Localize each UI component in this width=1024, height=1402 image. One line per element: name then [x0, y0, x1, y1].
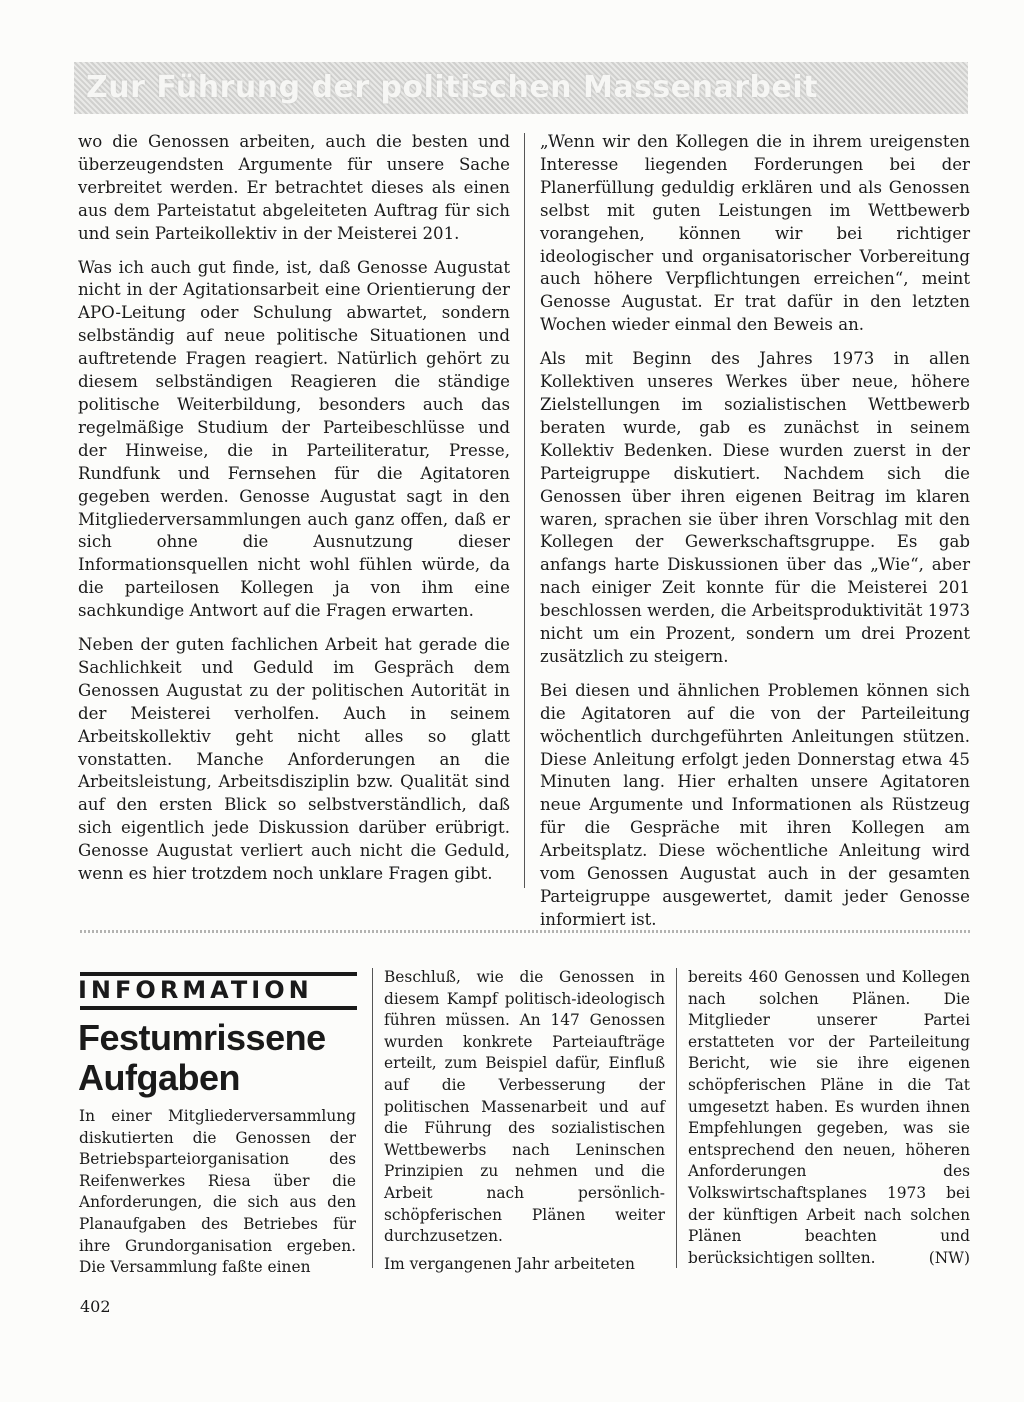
- paragraph: Im vergangenen Jahr arbeiteten: [384, 1254, 635, 1273]
- paragraph: Neben der guten fachlichen Arbeit hat gerade die Sachlichkeit und Geduld im Gespräch dem Genossen Augustat zu der politischen Autorität in der Meisterei verholfen. Auch in seinem Arbeitskollektiv geht nicht alles so glatt vonstatten. Manche Anforderungen an die Arbeitsleistung, Arbeitsdisziplin bzw. Qualität sind auf den ersten Blick so selbstverständlich, daß sich eigentlich jede Diskussion darüber erübrigt. Genosse Augustat verliert auch nicht die Geduld, wenn es hier trotzdem noch unklare Fragen gibt.: [78, 635, 510, 884]
- article-column-left: [78, 131, 510, 897]
- info-rule-bottom: [80, 1006, 357, 1010]
- column-divider: [676, 968, 677, 1268]
- paragraph: wo die Genossen arbeiten, auch die besten und überzeugendsten Argumente für unsere Sache verbreitet werden. Er betrachtet dieses als einen aus dem Parteistatut abgeleiteten Auftrag für sich und sein Parteikollektiv in der Meisterei 201.: [78, 132, 510, 243]
- information-column-2: [384, 967, 665, 1275]
- paragraph: bereits 460 Genossen und Kollegen nach solchen Plänen. Die Mitglieder unserer Partei erstatteten vor der Parteileitung Bericht, wie sie ihre eigenen schöpferischen Pläne in die Tat umgesetzt haben. Es wurden ihnen Empfehlungen gegeben, was sie entsprechend den neuen, höheren Anforderungen des Volkswirtschaftsplanes 1973 bei der künftigen Arbeit nach solchen Plänen beachten und berücksichtigen sollten.: [688, 968, 970, 1267]
- author-signature: (NW): [928, 1248, 970, 1267]
- column-divider: [372, 968, 373, 1268]
- paragraph: „Wenn wir den Kollegen die in ihrem ureigensten Interesse liegenden Forderungen bei der Planerfüllung geduldig erklären und als Genossen selbst mit guten Leistungen im Wettbewerb vorangehen, können wir bei richtiger ideologischer und organisatorischer Vorbereitung auch höhere Verpflichtungen erreichen“, meint Genosse Augustat. Er trat dafür in den letzten Wochen wieder einmal den Beweis an.: [540, 132, 970, 335]
- paragraph: Bei diesen und ähnlichen Problemen können sich die Agitatoren auf die von der Parteileitung wöchentlich durchgeführten Anleitungen stützen. Diese Anleitung erfolgt jeden Donnerstag etwa 45 Minuten lang. Hier erhalten unsere Agitatoren neue Argumente und Informationen als Rüstzeug für die Gespräche mit ihren Kollegen am Arbeitsplatz. Diese wöchentliche Anleitung wird vom Genossen Augustat auch in der gesamten Parteigruppe ausgewertet, damit jeder Genosse informiert ist.: [540, 680, 970, 929]
- information-column-1: In einer Mitgliederversammlung diskutierten die Genossen der Betriebsparteiorganisation des Reifenwerkes Riesa über die Anforderungen, die sich aus den Planaufgaben des Betriebes für ihre Grundorganisation ergeben. Die Versammlung faßte einen: [79, 1107, 356, 1277]
- information-label: INFORMATION: [78, 976, 313, 1004]
- paragraph: Beschluß, wie die Genossen in diesem Kampf politisch-ideologisch führen müssen. An 147 Genossen wurden konkrete Parteiaufträge erteilt, zum Beispiel dafür, Einfluß auf die Verbesserung der politischen Massenarbeit und auf die Führung des sozialistischen Wettbewerbs nach Leninschen Prinzipien zu nehmen und die Arbeit nach persönlich-schöpferischen Plänen weiter durchzusetzen.: [384, 968, 665, 1246]
- section-divider: [80, 930, 970, 933]
- article-column-right: [540, 131, 970, 943]
- information-headline: Festumrissene Aufgaben: [78, 1017, 326, 1098]
- column-divider: [524, 133, 525, 888]
- paragraph: Als mit Beginn des Jahres 1973 in allen Kollektiven unseres Werkes über neue, höhere Zielstellungen im sozialistischen Wettbewerb beraten wurde, gab es zunächst in seinem Kollektiv Bedenken. Diese wurden zuerst in der Parteigruppe diskutiert. Nachdem sich die Genossen über ihren eigenen Beitrag im klaren waren, sprachen sie über ihren Vorschlag mit den Kollegen der Gewerkschaftsgruppe. Es gab anfangs harte Diskussionen über das „Wie“, aber nach einiger Zeit konnte für die Meisterei 201 beschlossen werden, die Arbeitsproduktivität 1973 nicht um ein Prozent, sondern um drei Prozent zusätzlich zu steigern.: [540, 349, 970, 666]
- paragraph: Was ich auch gut finde, ist, daß Genosse Augustat nicht in der Agitationsarbeit eine Orientierung der APO-Leitung oder Schulung abwartet, sondern selbständig auf neue politische Situationen und auftretende Fragen reagiert. Natürlich gehört zu diesem selbständigen Reagieren die ständige politische Weiterbildung, besonders auch das regelmäßige Studium der Parteibeschlüsse und der Hinweise, die in Parteiliteratur, Presse, Rundfunk und Fernsehen für die Agitatoren gegeben werden. Genosse Augustat sagt in den Mitgliederversammlungen auch ganz offen, daß er sich ohne die Ausnutzung dieser Informationsquellen nicht wohl fühlen würde, da die parteilosen Kollegen ja von ihm eine sachkundige Antwort auf die Fragen erwarten.: [78, 257, 510, 621]
- information-column-3: [688, 967, 970, 1269]
- page-number: 402: [80, 1297, 111, 1316]
- section-header-title: Zur Führung der politischen Massenarbeit: [86, 70, 818, 105]
